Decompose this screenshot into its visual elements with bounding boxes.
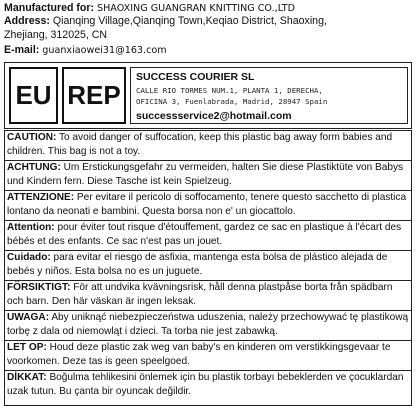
email-label: E-mail:	[4, 44, 40, 56]
warning-it	[5, 191, 411, 221]
warning-en	[5, 131, 411, 161]
warning-label: LET OP:	[7, 342, 47, 353]
address-line-2	[4, 28, 412, 42]
warning-text: Aby uniknąć niebezpieczeństwa uduszenia, należy przechowywać tę plastikową torbę z dala od niemowląt i dzieci. Ta torba nie jest zabawką.	[7, 312, 409, 337]
address-line2: Zhejiang, 312025, CN	[4, 29, 108, 41]
manufacturer-label: Manufactured for:	[4, 2, 95, 14]
warning-nl	[5, 341, 411, 371]
warning-fr	[5, 221, 411, 251]
warning-label: DİKKAT:	[7, 372, 47, 383]
warning-text: För att undvika kvävningsrisk, håll denna plastpåse borta från spädbarn och barn. Den här väskan är ingen leksak.	[7, 282, 393, 307]
warning-label: FÖRSIKTIGT:	[7, 282, 71, 293]
rep-company: SUCCESS COURIER SL	[136, 71, 255, 83]
manufacturer-email: guanxiaowei31@163.com	[42, 45, 167, 56]
warning-text: Um Erstickungsgefahr zu vermeiden, halten Sie diese Plastiktüte von Babys und Kindern fern. Diese Tasche ist kein Spielzeug.	[7, 162, 404, 187]
warning-text: pour éviter tout risque d'étouffement, gardez ce sac en plastique à l'écart des bébés et des enfants. Ce sac n'est pas un jouet.	[7, 222, 402, 247]
warning-label: Cuidado:	[7, 252, 51, 263]
warning-label: UWAGA:	[7, 312, 50, 323]
rep-address-line2: OFICINA 3, Fuenlabrada, Madrid, 28947 Spain	[136, 97, 328, 106]
rep-address-line1: CALLE RIO TORMES NUM.1, PLANTA 1, DERECHA,	[136, 86, 323, 95]
eu-symbol: EU	[9, 67, 58, 124]
address-line1: Qianqing Village,Qianqing Town,Keqiao District, Shaoxing,	[52, 15, 327, 27]
eu-rep-section	[4, 62, 412, 129]
email-line	[4, 43, 412, 58]
warning-tr	[5, 371, 411, 405]
warning-es	[5, 251, 411, 281]
warning-text: To avoid danger of suffocation, keep this plastic bag away form babies and children. This bag is not a toy.	[7, 132, 393, 157]
warning-de	[5, 161, 411, 191]
rep-symbol: REP	[62, 67, 126, 124]
address-label: Address:	[4, 15, 50, 27]
warning-label: Attention:	[7, 222, 55, 233]
warning-label: ATTENZIONE:	[7, 192, 75, 203]
warning-text: Houd deze plastic zak weg van baby's en kinderen om verstikkingsgevaar te voorkomen. Deze tas is geen speelgoed.	[7, 342, 391, 367]
address-line	[4, 14, 412, 28]
warning-label: CAUTION:	[7, 132, 57, 143]
warnings-table	[4, 130, 412, 406]
warning-text: Boğulma tehlikesini önlemek için bu plastik torbayı bebeklerden ve çocuklardan uzak tutun. Bu çanta bir oyuncak değildir.	[7, 372, 404, 397]
rep-email: successservice2@hotmail.com	[136, 110, 292, 122]
warning-pl	[5, 311, 411, 341]
rep-info-box	[130, 67, 408, 124]
manufacturer-name: SHAOXING GUANGRAN KNITTING CO.,LTD	[97, 3, 295, 14]
warning-text: para evitar el riesgo de asfixia, mantenga esta bolsa de plástico alejada de bebés y niños. Esta bolsa no es un juguete.	[7, 252, 388, 277]
warning-label: ACHTUNG:	[7, 162, 61, 173]
warning-sv	[5, 281, 411, 311]
warning-text: Per evitare il pericolo di soffocamento, tenere questo sacchetto di plastica lontano da neonati e bambini. Questa borsa non e' un giocattolo.	[7, 192, 407, 217]
